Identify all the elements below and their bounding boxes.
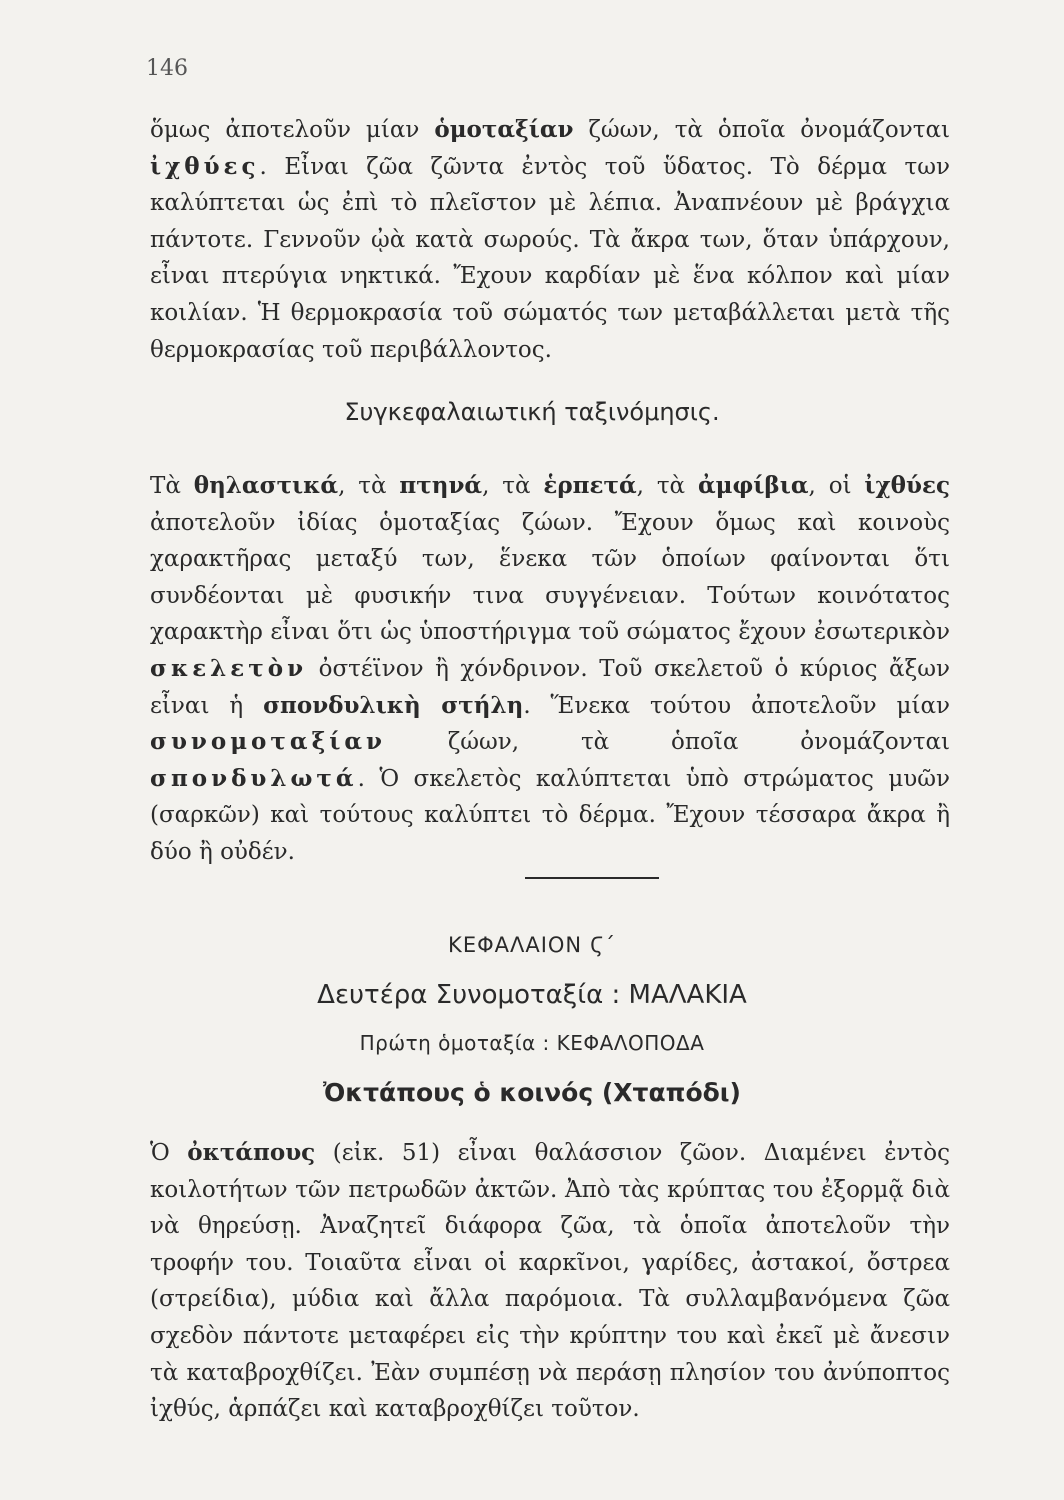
text-run: ζώων, τὰ ὁποῖα ὀνομάζονται (573, 117, 950, 143)
bold-term: πτηνά (399, 472, 483, 499)
text-run: , τὰ (636, 473, 698, 499)
octopus-paragraph (150, 1135, 950, 1428)
vertebrates-paragraph (150, 468, 950, 871)
text-run: . Ἕνεκα τούτου ἀποτελοῦν μίαν (523, 692, 950, 719)
text-run: ζώων, τὰ ὁποῖα ὀνομάζονται (385, 729, 950, 756)
class-title: Πρώτη ὁμοταξία : ΚΕΦΑΛΟΠΟΔΑ (359, 1031, 705, 1055)
text-run: ὅμως ἀποτελοῦν μίαν (150, 117, 435, 143)
text-run: , τὰ (482, 473, 544, 499)
species-title: Ὀκτάπους ὁ κοινός (Χταπόδι) (323, 1078, 741, 1107)
bold-term: ἀμφίβια (697, 472, 809, 499)
bold-term: ὁμοταξίαν (434, 116, 574, 143)
text-run: , οἱ (808, 473, 865, 499)
text-run: Τὰ (150, 473, 194, 499)
spaced-term: ἰχθύες (150, 152, 260, 180)
section-divider (525, 877, 659, 879)
page-number: 146 (146, 56, 188, 81)
text-run: . Ὁ σκελετὸς καλύπτεται ὑπὸ στρώματος μυῶν (σαρκῶν) καὶ τούτους καλύπτει τὸ δέρμα. Ἔχουν τέσσαρα ἄκρα ἢ δύο ἢ οὐδέν. (150, 765, 950, 865)
text-run: , τὰ (338, 473, 400, 499)
bold-term: ὀκτάπους (187, 1139, 316, 1166)
fish-paragraph (150, 112, 950, 368)
bold-term: ἑρπετά (543, 472, 637, 499)
text-run: (εἰκ. 51) εἶναι θαλάσσιον ζῶον. Διαμένει ἐντὸς κοιλοτήτων τῶν πετρωδῶν ἀκτῶν. Ἀπὸ τὰς κρύπτας του ἐξορμᾷ διὰ νὰ θηρεύσῃ. Ἀναζητεῖ διάφορα ζῶα, τὰ ὁποῖα ἀποτελοῦν τὴν τροφήν του. Τοιαῦτα εἶναι οἱ καρκῖνοι, γαρίδες, ἀστακοί, ὄστρεα (στρείδια), μύδια καὶ ἄλλα παρόμοια. Τὰ συλλαμβανόμενα ζῶα σχεδὸν πάντοτε μεταφέρει εἰς τὴν κρύπτην του καὶ ἐκεῖ μὲ ἄνεσιν τὰ καταβροχθίζει. Ἐὰν συμπέσῃ νὰ περάσῃ πλησίον του ἀνύποπτος ἰχθύς, ἁρπάζει καὶ καταβροχθίζει τοῦτον. (150, 1140, 950, 1423)
bold-term: ἰχθύες (864, 472, 950, 499)
chapter-title: ΚΕΦΑΛΑΙΟΝ Ϛ΄ (448, 933, 616, 957)
text-run: Ὁ (150, 1140, 188, 1166)
bold-term: θηλαστικά (193, 472, 339, 499)
text-run: . Εἶναι ζῶα ζῶντα ἐντὸς τοῦ ὕδατος. Τὸ δέρμα των καλύπτεται ὡς ἐπὶ τὸ πλεῖστον μὲ λέπια. Ἀναπνέουν μὲ βράγχια πάντοτε. Γεννοῦν ᾠὰ κατὰ σωρούς. Τὰ ἄκρα των, ὅταν ὑπάρχουν, εἶναι πτερύγια νηκτικά. Ἔχουν καρδίαν μὲ ἕνα κόλπον καὶ μίαν κοιλίαν. Ἡ θερμοκρασία τοῦ σώματός των μεταβάλλεται μετὰ τῆς θερμοκρασίας τοῦ περιβάλλοντος. (150, 153, 950, 363)
division-title: Δευτέρα Συνομοταξία : ΜΑΛΑΚΙΑ (317, 980, 747, 1010)
spaced-term: σπονδυλωτά (150, 764, 358, 792)
text-run: ἀποτελοῦν ἰδίας ὁμοταξίας ζώων. Ἔχουν ὅμως καὶ κοινοὺς χαρακτῆρας μεταξύ των, ἕνεκα τῶν ὁποίων φαίνονται ὅτι συνδέονται μὲ φυσικήν τινα συγγένειαν. Τούτων κοινότατος χαρακτὴρ εἶναι ὅτι ὡς ὑποστήριγμα τοῦ σώματος ἔχουν ἐσωτερικὸν (150, 509, 950, 646)
text-run: ὀστέϊνον ἢ χόνδρινον. Τοῦ σκελετοῦ ὁ κύριος ἄξων εἶναι ἡ (150, 655, 950, 719)
spaced-term: σκελετὸν (150, 654, 308, 682)
bold-term: σπονδυλικὴ στήλη (263, 691, 524, 719)
summary-heading: Συγκεφαλαιωτική ταξινόμησις. (344, 398, 720, 426)
spaced-term: συνομοταξίαν (150, 728, 386, 756)
